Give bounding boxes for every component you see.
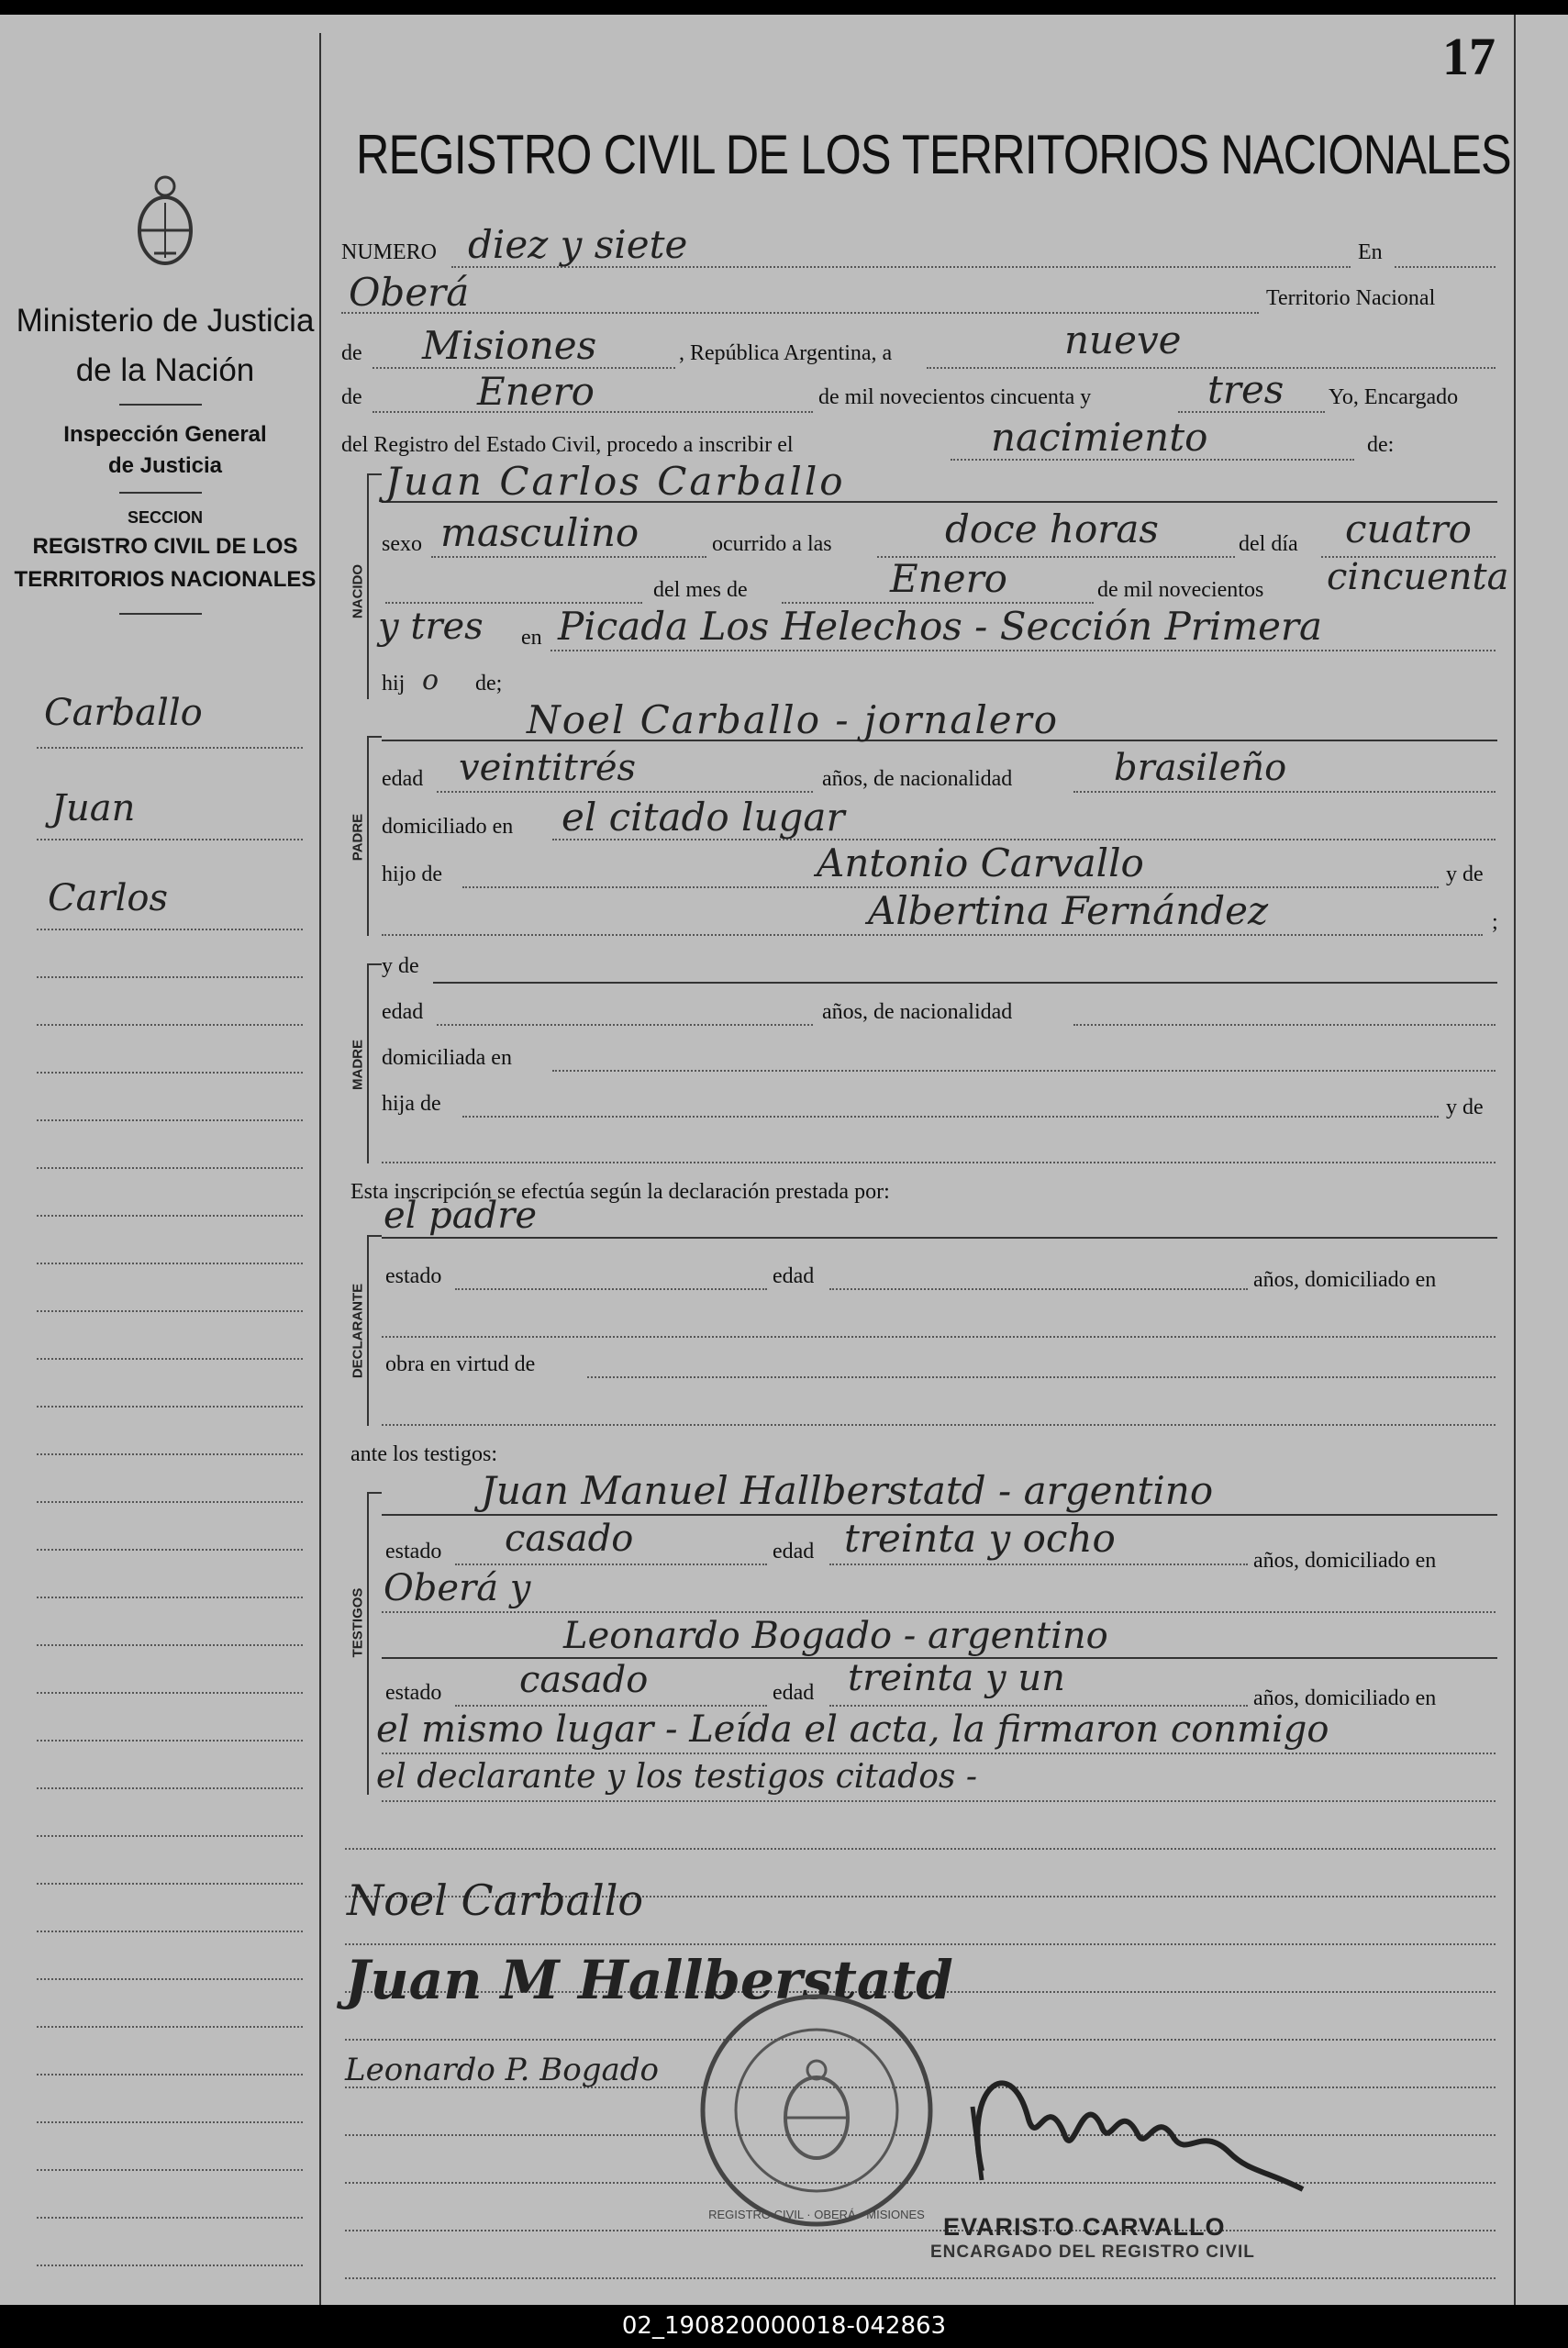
padre-hijo-de-label: hijo de <box>382 862 442 886</box>
republica-label: , República Argentina, a <box>679 341 893 365</box>
madre-y-de-label-2: y de <box>1446 1096 1484 1119</box>
territorio-value: Misiones <box>422 323 597 368</box>
coat-of-arms-icon <box>128 166 202 272</box>
de-colon-label: de: <box>1367 433 1395 457</box>
en-label: En <box>1358 240 1383 264</box>
ministry-line2: de la Nación <box>75 352 255 388</box>
officer-name: EVARISTO CARVALLO <box>943 2213 1226 2241</box>
obra-label: obra en virtud de <box>385 1352 536 1376</box>
t1-edad-label: edad <box>773 1540 815 1563</box>
declarante-edad-label: edad <box>773 1264 815 1288</box>
de-label: de <box>341 341 362 365</box>
madre-y-de-label: y de <box>382 954 419 978</box>
lugar-nac-value: Picada Los Helechos - Sección Primera <box>558 604 1323 649</box>
anio-nac-1-value: cincuenta <box>1327 556 1509 598</box>
padre-madre-value: Albertina Fernández <box>868 888 1269 933</box>
signature-testigo1: Juan M Hallberstatd <box>345 1949 953 2011</box>
registro-line2: TERRITORIOS NACIONALES <box>14 567 317 592</box>
madre-hija-de-label: hija de <box>382 1092 441 1116</box>
padre-dom-value: el citado lugar <box>562 795 845 840</box>
section-label-padre: PADRE <box>350 813 366 862</box>
inscripcion-label: Esta inscripción se efectúa según la declaración prestada por: <box>350 1180 890 1204</box>
officer-title: ENCARGADO DEL REGISTRO CIVIL <box>930 2242 1255 2262</box>
numero-label: NUMERO <box>341 240 438 264</box>
dia-value: nueve <box>1064 317 1182 362</box>
stamp-text: REGISTRO CIVIL · OBERÁ · MISIONES <box>708 2208 925 2221</box>
madre-edad-label: edad <box>382 1000 424 1024</box>
sexo-value: masculino <box>440 510 639 555</box>
acto-value: nacimiento <box>991 415 1208 460</box>
t2-edad-label: edad <box>773 1681 815 1705</box>
section-label-nacido: NACIDO <box>350 563 366 619</box>
anio-nac-2-value: y tres <box>378 606 484 648</box>
padre-edad-value: veintitrés <box>459 747 637 789</box>
hora-value: doce horas <box>945 506 1159 551</box>
ministry-line1: Ministerio de Justicia <box>16 303 315 339</box>
sexo-label: sexo <box>382 532 422 556</box>
t1-estado-label: estado <box>385 1540 442 1563</box>
del-mes-label: del mes de <box>653 578 748 602</box>
divider <box>119 613 202 615</box>
registry-stamp <box>695 1989 938 2231</box>
ante-label: ante los testigos: <box>350 1442 497 1466</box>
ocurrido-label: ocurrido a las <box>712 532 832 556</box>
de-label-2: de <box>341 385 362 409</box>
padre-anos-label: años, de nacionalidad <box>822 767 1013 791</box>
padre-nac-value: brasileño <box>1114 747 1287 789</box>
margin-given-2: Carlos <box>48 877 168 919</box>
hijo-value: o <box>422 664 439 696</box>
t2-edad-value: treinta y un <box>848 1657 1065 1699</box>
declarante-value: el padre <box>384 1195 538 1237</box>
stamp-seal-icon <box>695 1989 938 2231</box>
en-label-nac: en <box>521 626 542 650</box>
padre-y-de-label: y de <box>1446 862 1484 886</box>
numero-value: diez y siete <box>468 222 688 267</box>
mes-nac-value: Enero <box>890 556 1007 601</box>
margin-surname: Carballo <box>44 692 203 734</box>
right-edge-rule <box>1514 15 1516 2305</box>
testigo2-value: Leonardo Bogado - argentino <box>563 1615 1108 1657</box>
de-mil-label: de mil novecientos <box>1097 578 1264 602</box>
t1-anos-label: años, domiciliado en <box>1253 1549 1437 1573</box>
declarante-anos-label: años, domiciliado en <box>1253 1268 1437 1292</box>
page-number: 17 <box>1442 27 1496 86</box>
del-dia-label: del día <box>1239 532 1298 556</box>
cierre-line1: el mismo lugar - Leída el acta, la firmaron conmigo <box>376 1708 1329 1751</box>
dia-nac-value: cuatro <box>1345 506 1472 551</box>
section-label-declarante: DECLARANTE <box>350 1283 366 1379</box>
lugar-value: Oberá <box>349 270 470 315</box>
t1-edad-value: treinta y ocho <box>844 1516 1116 1561</box>
declarante-estado-label: estado <box>385 1264 442 1288</box>
mes-value: Enero <box>477 369 595 414</box>
hij-label: hij <box>382 672 406 695</box>
t2-estado-value: casado <box>519 1659 649 1701</box>
de-semi-label: de; <box>475 672 503 695</box>
t1-dom-value: Oberá y <box>384 1567 531 1609</box>
seccion-label: SECCION <box>127 508 203 527</box>
divider <box>119 492 202 494</box>
inspeccion-line1: Inspección General <box>63 422 267 447</box>
t2-anos-label: años, domiciliado en <box>1253 1686 1437 1710</box>
yo-label: Yo, Encargado <box>1329 385 1459 409</box>
registro-line1: REGISTRO CIVIL DE LOS <box>32 534 298 559</box>
signature-testigo2: Leonardo P. Bogado <box>345 2052 659 2088</box>
document-page <box>0 15 1568 2305</box>
testigo1-value: Juan Manuel Hallberstatd - argentino <box>481 1468 1214 1513</box>
inspeccion-line2: de Justicia <box>107 453 223 478</box>
padre-nombre-value: Noel Carballo - jornalero <box>527 697 1060 742</box>
image-id-footer: 02_190820000018-042863 <box>0 2305 1568 2348</box>
signature-declarante: Noel Carballo <box>347 1875 644 1925</box>
margin-given-1: Juan <box>51 787 136 829</box>
registro-label: del Registro del Estado Civil, procedo a inscribir el <box>341 433 794 457</box>
section-label-madre: MADRE <box>350 1040 366 1090</box>
mil-label: de mil novecientos cincuenta y <box>818 385 1092 409</box>
cierre-line2: el declarante y los testigos citados - <box>376 1758 977 1796</box>
t2-estado-label: estado <box>385 1681 442 1705</box>
madre-anos-label: años, de nacionalidad <box>822 1000 1013 1024</box>
divider <box>119 404 202 406</box>
section-label-testigos: TESTIGOS <box>350 1587 366 1658</box>
territorio-label: Territorio Nacional <box>1266 286 1436 310</box>
anio-value: tres <box>1207 367 1284 412</box>
form-title: REGISTRO CIVIL DE LOS TERRITORIOS NACIONALES <box>356 124 1511 185</box>
madre-dom-label: domiciliada en <box>382 1046 512 1070</box>
padre-padre-value: Antonio Carvallo <box>817 840 1144 885</box>
t1-estado-value: casado <box>505 1518 634 1560</box>
semicolon-label: ; <box>1492 910 1498 934</box>
padre-edad-label: edad <box>382 767 424 791</box>
officer-signature <box>954 2033 1321 2198</box>
nombre-value: Juan Carlos Carballo <box>385 459 846 504</box>
padre-dom-label: domiciliado en <box>382 815 514 839</box>
